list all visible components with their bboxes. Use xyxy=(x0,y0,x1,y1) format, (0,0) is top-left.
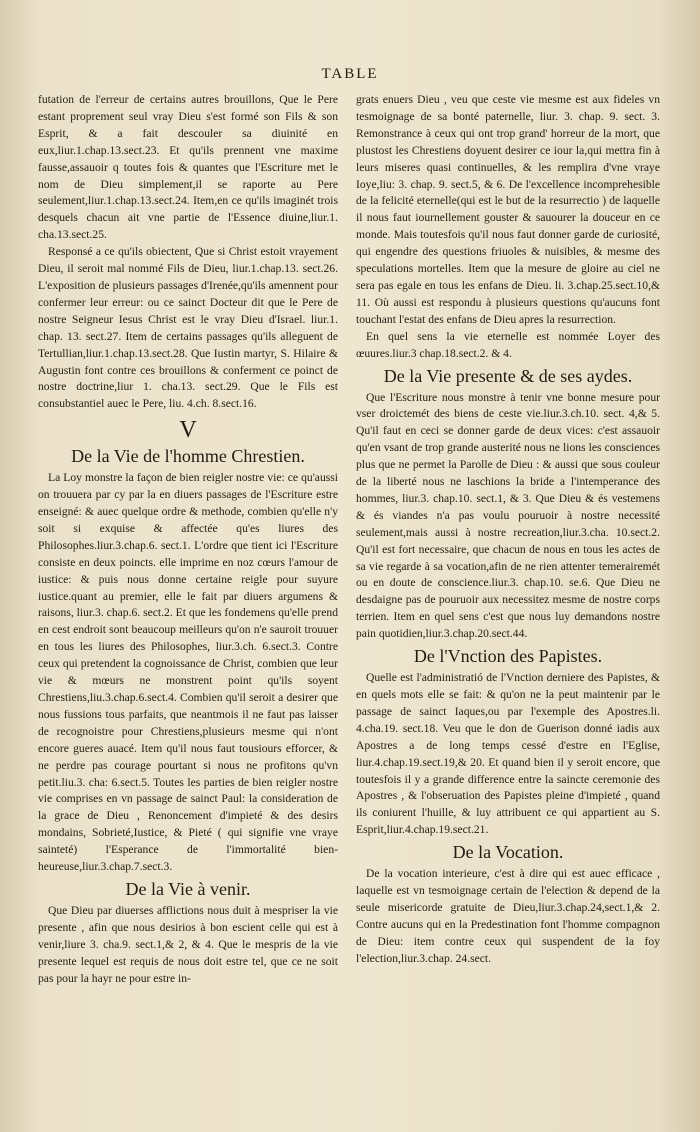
index-letter: V xyxy=(179,417,197,444)
running-head: TABLE xyxy=(321,66,379,82)
index-entry: Que l'Escriture nous monstre à tenir vne bonne mesure pour vser droictemét des biens de ceste vie.liur.3.ch.10. sect. 4,& 5. Qu'il faut en ceci se donner garde de deux vices: c'est assauoir qu'en vsant de trop grande austerité nous ne lions les consciences plus que ne permet la Parolle de Dieu : & aussi que sous couleur de la liberté nous ne laschions la bride a l'intemperance des hommes, liur.3. chap.10. sect.1, & 3. Que Dieu & és vestemens & és viandes n'a pas voulu pouruoir à nostre necessité seulement,mais aussi à nostre recreation,liur.3.cha. 10.sect.2. Qu'il est fort necessaire, que chacun de nous en tous les actes de sa vie regarde à sa vocation,afin de ne rien attenter temerairemét ou en doute de conscience.liur.3. chap.10. se.6. Que Dieu ne desdaigne pas de pouruoir aux necessitez mesme de nostre corps terrien. Item en quel sens c'est que nous luy demandons nostre pain quotidien,liur.3.chap.20.sect.44. xyxy=(356,390,660,641)
index-entry: grats enuers Dieu , veu que ceste vie mesme est aux fideles vn tesmoignage de sa bonté paternelle, liur. 3. chap. 9. sect. 3. Remonstrance à ceux qui ont trop grand' horreur de la mort, que plustost les Chrestiens doyuent desirer ce iour la,qui mettra fin à leurs miseres quasi continuelles, & les remplira d'vne vraye Ioye,liu: 3. chap. 9. sect.5, & 6. De l'excellence incomprehesible de la felicité eternelle(qui est le but de la resurrectio ) de laquelle il nous faut iournellement gouster & sauourer la douceur en ce monde. Mais toutesfois qu'il nous faut donner garde de curiosité, qui engendre des questions friuoles & nuisibles, & mesme des speculations mortelles. Item que la mesure de gloire au ciel ne sera pas egale en tous les enfans de Dieu. li. 3.chap.25.sect.10,& 11. Où aussi est respondu à plusieurs questions qu'aucuns font touchant l'estat des enfans de Dieu apres la resurrection. xyxy=(356,93,660,326)
index-entry: Que Dieu par diuerses afflictions nous duit à mespriser la vie presente , afin que nous desirios à bon escient celle qui est à venir,liure 3. cha.9. sect.1,& 2, & 4. Que le mespris de la vie presente lequel est requis de nous doit estre tel, que ce ne soit pas pour la hayr ne pour estre in- xyxy=(38,903,338,985)
section-heading: De la Vie à venir. xyxy=(125,878,251,899)
left-column xyxy=(38,92,338,988)
index-entry: En quel sens la vie eternelle est nommée Loyer des œuures.liur.3 chap.18.sect.2. & 4. xyxy=(356,329,660,360)
right-column xyxy=(356,92,660,968)
index-entry: La Loy monstre la façon de bien reigler nostre vie: ce qu'aussi on trouuera par cy par la en diuers passages de l'Escriture estre enseigné: & auec quelque ordre & methode, combien qu'elle n'y soit si exquise & affectée qu'es liures des Philosophes.liur.3.chap.6. sect.1. L'ordre que tient ici l'Escriture consiste en deux poincts. elle imprime en noz cœurs l'amour de iustice: & puis nous donne certaine reigle pour suyure iustice.quant au premier, elle le fait par diuers argumens & raisons, liur.3. chap.6. sect.2. Et que les fondemens qu'elle prend en cest endroit sont beaucoup meilleurs qu'on n'e sauroit trouuer en tous les liures des Philosophes, liur.3.ch. 6.sect.3. Contre ceux qui pretendent la cognoissance de Christ, combien que leur vie & mœurs ne monstrent point qu'ils soyent Chrestiens,liu.3.chap.6.sect.4. Combien qu'il seroit a desirer que nous fussions tous parfaits, que neantmois il ne faut pas laisser de recognoistre pour Chrestiens,plusieurs mesme qui n'ont encore gueres auacé. Item qu'il nous faut tousiours efforcer, & ne perdre pas courage pourtant si nous ne profitons qu'vn petit.liu.3. cha: 6.sect.5. Toutes les parties de bien reigler nostre vie comprises en vn passage de sainct Paul: la consideration de la grace de Dieu , Renoncement d'impieté & des desirs mondains, Sobrieté,Iustice, & Pieté ( qui signifie vne vraye sainteté) l'Esperance de l'immortalité bien-heureuse,liur.3.chap.7.sect.3. xyxy=(38,471,338,874)
section-heading: De la Vocation. xyxy=(452,842,564,863)
index-entry: Quelle est l'administratió de l'Vnction derniere des Papistes, & en quels mots elle se fait: & qu'on ne la peut maintenir par le passage de sainct Iaques,ou par l'exemple des Apostres.li. 4.cha.19. sect.18. Veu que le don de Guerison donné iadis aux Apostres a de long temps cessé d'estre en l'Eglise, liur.4.chap.19.sect.19,& 20. Et quand bien il y seroit encore, que toutesfois il y a grande difference entre la saincte ceremonie des Apostres , & l'obseruation des Papistes pleine d'impieté , quand ils coniurent l'huille, & luy attribuent ce qui appartient au S. Esprit,liur.4.chap.19.sect.21. xyxy=(356,671,660,837)
section-heading: De l'Vnction des Papistes. xyxy=(413,646,603,667)
index-entry: De la vocation interieure, c'est à dire qui est auec efficace , laquelle est vn tesmoignage certain de l'election & depend de la seule misericorde gratuite de Dieu,liur.3.chap.24,sect.1,& 2. Contre aucuns qui en la Predestination font l'homme compagnon de Dieu: item contre ceux qui suspendent de la foy l'election,liur.3.chap. 24.sect. xyxy=(356,867,660,965)
section-heading: De la Vie presente & de ses aydes. xyxy=(383,365,633,386)
index-entry: futation de l'erreur de certains autres brouillons, Que le Pere estant proprement seul vray Dieu s'est formé son Fils & son Esprit, & a fait descouler sa diuinité en eux,liur.1.chap.13.sect.23. Et qu'ils prennent vne maxime fausse,assauoir q toutes fois & quantes que l'Escriture met le nom de Dieu simplement,il se raporte au Pere seulement,liur.1.chap.13.sect.24. Item,en ce qu'ils imaginét trois desquels chacun ait vne partie de l'Essence diuine,liur.1. cha.13.sect.25. xyxy=(38,93,338,242)
index-entry: Responsé a ce qu'ils obiectent, Que si Christ estoit vrayement Dieu, il seroit mal nommé Fils de Dieu, liur.1.chap.13. sect.26. L'exposition de plusieurs passages d'Irenée,qu'ils amennent pour confermer leur erreur: ou ce sainct Docteur dit que le Pere de nostre Seigneur Iesus Christ est le vray Dieu d'Israel. liur.1. chap. 13. sect.27. Item de certains passages qu'ils alleguent de Tertullian,liur.1.chap.13.sect.28. Que Iustin martyr, S. Hilaire & Augustin font contre ces brouillons & conferment ce poinct de nostre doctrine,liur 1. cha.13. sect.29. Que le Fils est consubstantiel auec le Pere, liu. 4.ch. 8.sect.16. xyxy=(38,245,338,411)
section-heading: De la Vie de l'homme Chrestien. xyxy=(71,446,305,467)
